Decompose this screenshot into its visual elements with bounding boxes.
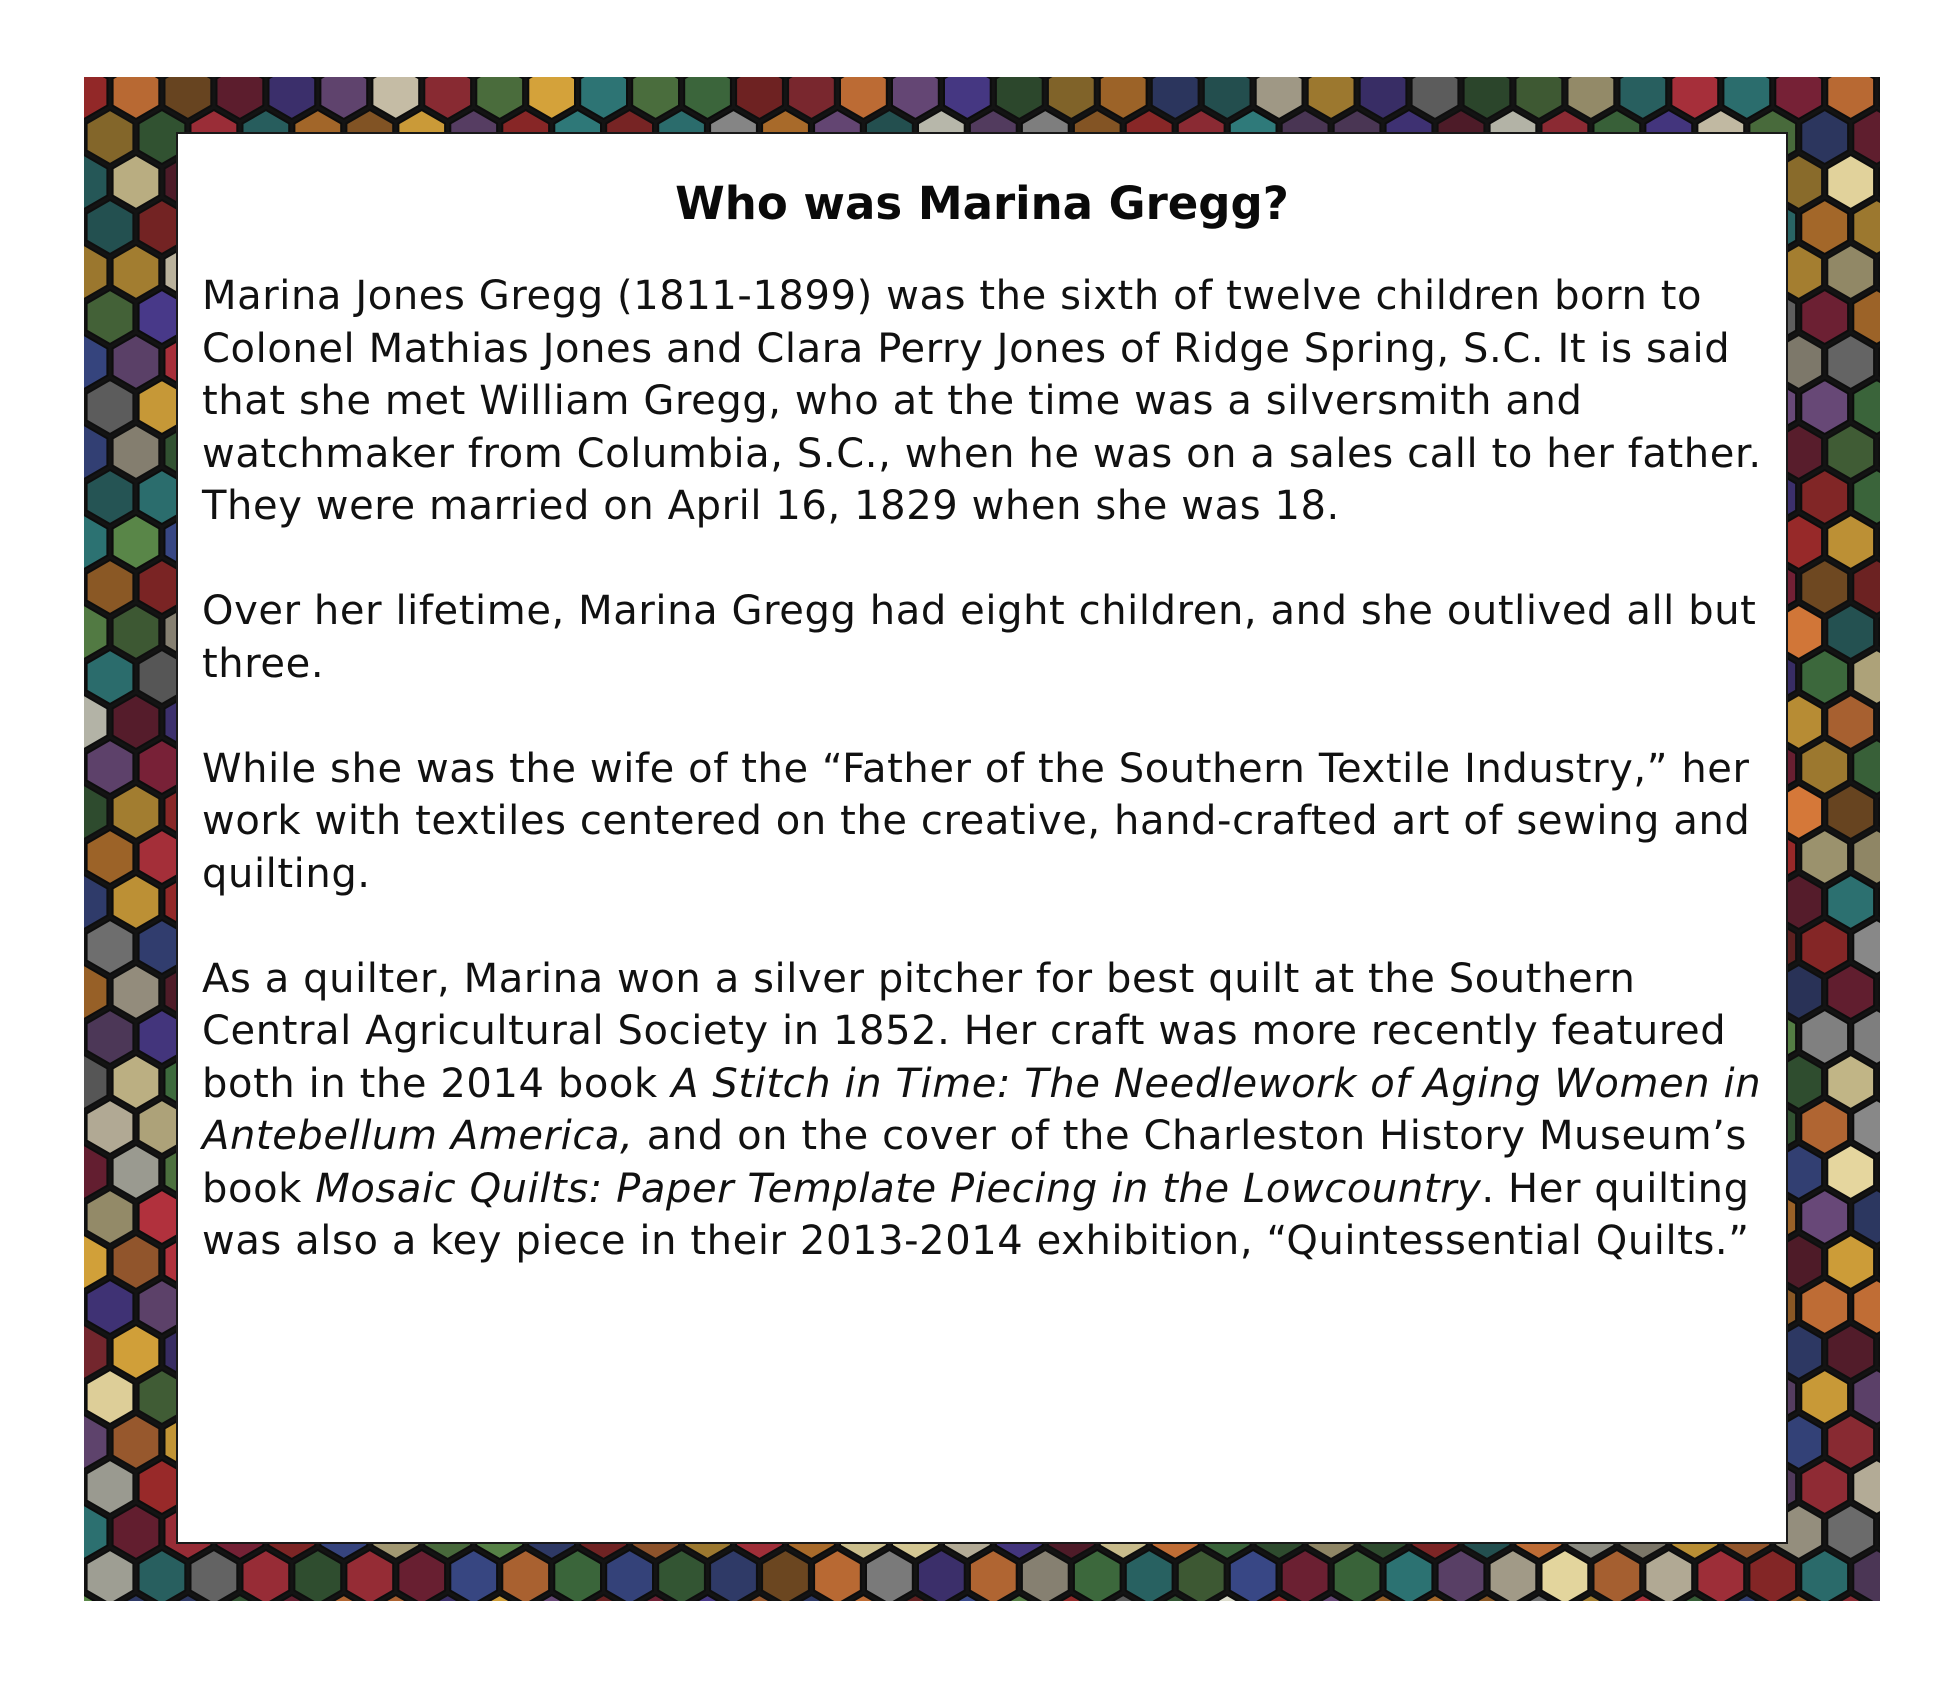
quilt-hexagon — [736, 77, 783, 119]
quilt-hexagon — [1827, 425, 1874, 479]
quilt-hexagon — [1827, 1415, 1874, 1469]
quilt-hexagon — [243, 1550, 290, 1601]
quilt-hexagon — [1801, 1370, 1848, 1424]
quilt-hexagon — [1853, 560, 1880, 614]
quilt-hexagon — [84, 245, 107, 299]
quilt-hexagon — [1178, 1550, 1225, 1601]
quilt-hexagon — [1490, 1550, 1537, 1601]
quilt-hexagon — [113, 425, 160, 479]
quilt-hexagon — [84, 1415, 107, 1469]
quilt-hexagon — [1723, 77, 1770, 119]
quilt-hexagon — [1230, 1550, 1277, 1601]
quilt-hexagon — [1801, 920, 1848, 974]
quilt-hexagon — [1853, 650, 1880, 704]
quilt-hexagon — [1801, 1280, 1848, 1334]
quilt-hexagon — [476, 77, 523, 119]
quilt-hexagon — [1827, 245, 1874, 299]
quilt-hexagon — [1801, 650, 1848, 704]
paragraph-textiles: While she was the wife of the “Father of the Southern Textile Industry,” her work with textiles centered on the creative, hand-crafted art of sewing and quilting. — [202, 745, 1751, 897]
quilt-hexagon — [372, 77, 419, 119]
book-title-mosaic-quilts: Mosaic Quilts: Paper Template Piecing in the Lowcountry — [315, 1165, 1482, 1212]
quilt-hexagon — [1853, 920, 1880, 974]
quilt-hexagon — [87, 1370, 134, 1424]
quilt-hexagon — [1801, 1100, 1848, 1154]
quilt-hexagon — [1801, 200, 1848, 254]
quilt-hexagon — [788, 77, 835, 119]
quilt-hexagon — [1074, 1550, 1121, 1601]
paragraph-biography: Marina Jones Gregg (1811-1899) was the sixth of twelve children born to Colonel Mathias Jones and Clara Perry Jones of Ridge Spring, S.C. It is said that she met William Gregg, who at the time was a silversmith and watchmaker from Columbia, S.C., when he was on a sales call to her father. They were married on April 16, 1829 when she was 18. — [202, 273, 1762, 529]
quilt-hexagon — [450, 1550, 497, 1601]
quilt-hexagon — [1671, 77, 1718, 119]
quilt-hexagon — [87, 650, 134, 704]
quilt-hexagon — [87, 1190, 134, 1244]
quilt-hexagon — [1645, 1550, 1692, 1601]
quilt-hexagon — [398, 1550, 445, 1601]
quilt-hexagon — [944, 77, 991, 119]
quilt-hexagon — [84, 965, 107, 1019]
quilt-hexagon — [1568, 77, 1615, 119]
quilt-hexagon — [1594, 1550, 1641, 1601]
quilt-hexagon — [1801, 380, 1848, 434]
quilt-hexagon — [84, 785, 107, 839]
quilt-hexagon — [113, 785, 160, 839]
quilt-hexagon — [1827, 785, 1874, 839]
quilt-hexagon — [996, 77, 1043, 119]
quilt-hexagon — [269, 77, 316, 119]
quilt-hexagon — [1801, 1010, 1848, 1064]
quilt-hexagon — [1853, 1460, 1880, 1514]
quilt-hexagon — [424, 77, 471, 119]
quilt-hexagon — [502, 1550, 549, 1601]
quilt-hexagon — [1827, 1505, 1874, 1559]
quilt-hexagon — [113, 245, 160, 299]
quilt-hexagon — [139, 1550, 186, 1601]
quilt-hexagon — [87, 920, 134, 974]
quilt-hexagon — [1801, 290, 1848, 344]
quilt-hexagon — [1749, 1550, 1796, 1601]
quilt-hexagon — [84, 515, 107, 569]
quilt-hexagon — [1827, 965, 1874, 1019]
quilt-hexagon — [1827, 1235, 1874, 1289]
quilt-hexagon — [1801, 560, 1848, 614]
quilt-hexagon — [1853, 1370, 1880, 1424]
quilt-hexagon — [1853, 830, 1880, 884]
quilt-hexagon — [84, 875, 107, 929]
quilt-hexagon — [1022, 1550, 1069, 1601]
quilt-hexagon — [1827, 605, 1874, 659]
quilt-hexagon — [1827, 1055, 1874, 1109]
quilt-hexagon — [1827, 1145, 1874, 1199]
quilt-hexagon — [1100, 77, 1147, 119]
quilt-hexagon — [918, 1550, 965, 1601]
quilt-hexagon — [346, 1550, 393, 1601]
quilt-hexagon — [1801, 1460, 1848, 1514]
quilt-hexagon — [113, 1055, 160, 1109]
quilt-hexagon — [1308, 77, 1355, 119]
quilt-hexagon — [1256, 77, 1303, 119]
quilt-hexagon — [632, 77, 679, 119]
quilt-hexagon — [1412, 77, 1459, 119]
quilt-hexagon — [113, 1325, 160, 1379]
content-card — [176, 132, 1788, 1544]
page-title: Who was Marina Gregg? — [675, 177, 1289, 230]
quilt-hexagon — [1853, 740, 1880, 794]
quilt-hexagon — [84, 1325, 107, 1379]
quilt-hexagon — [1853, 1100, 1880, 1154]
quilt-hexagon — [113, 1415, 160, 1469]
quilt-hexagon — [1827, 335, 1874, 389]
quilt-hexagon — [1827, 515, 1874, 569]
quilt-hexagon — [1516, 77, 1563, 119]
quilt-hexagon — [1801, 470, 1848, 524]
quilt-hexagon — [554, 1550, 601, 1601]
quilt-hexagon — [1853, 200, 1880, 254]
quilt-hexagon — [87, 1280, 134, 1334]
quilt-hexagon — [113, 515, 160, 569]
quilt-hexagon — [87, 290, 134, 344]
quilt-hexagon — [1853, 1190, 1880, 1244]
quilt-hexagon — [87, 1010, 134, 1064]
quilt-hexagon — [814, 1550, 861, 1601]
quilt-hexagon — [1048, 77, 1095, 119]
quilt-hexagon — [1853, 380, 1880, 434]
quilt-hexagon — [684, 77, 731, 119]
quilt-hexagon — [866, 1550, 913, 1601]
quilt-hexagon — [1801, 740, 1848, 794]
quilt-hexagon — [1204, 77, 1251, 119]
quilt-hexagon — [606, 1550, 653, 1601]
quilt-hexagon — [87, 740, 134, 794]
quilt-hexagon — [165, 77, 212, 119]
quilt-hexagon — [1853, 470, 1880, 524]
quilt-hexagon — [84, 155, 107, 209]
paragraph-children: Over her lifetime, Marina Gregg had eight children, and she outlived all but three. — [202, 588, 1757, 687]
quilt-hexagon — [1827, 695, 1874, 749]
quilt-hexagon — [84, 1145, 107, 1199]
quilt-hexagon — [87, 830, 134, 884]
quilting-text-3: . Her quilting was also a key piece in their 2013-2014 exhibition, “Quintessential Quilts.” — [202, 1165, 1750, 1264]
quilt-hexagon — [1775, 77, 1822, 119]
quilt-hexagon — [84, 1055, 107, 1109]
quilt-hexagon — [87, 110, 134, 164]
quilt-hexagon — [113, 1505, 160, 1559]
quilt-hexagon — [113, 77, 160, 119]
quilting-text-2: and on the cover of the Charleston History Museum’s book — [202, 1113, 1747, 1212]
quilt-hexagon — [1152, 77, 1199, 119]
quilt-hexagon — [84, 1235, 107, 1289]
quilt-hexagon — [1801, 1550, 1848, 1601]
article-body — [202, 270, 1766, 1320]
quilt-hexagon — [113, 155, 160, 209]
quilt-hexagon — [294, 1550, 341, 1601]
quilt-hexagon — [84, 605, 107, 659]
quilt-hexagon — [1827, 875, 1874, 929]
quilt-hexagon — [1827, 155, 1874, 209]
quilt-hexagon — [113, 695, 160, 749]
quilt-hexagon — [1360, 77, 1407, 119]
quilt-hexagon — [87, 1460, 134, 1514]
quilt-hexagon — [1282, 1550, 1329, 1601]
quilt-hexagon — [1464, 77, 1511, 119]
quilt-hexagon — [892, 77, 939, 119]
quilt-hexagon — [87, 200, 134, 254]
quilt-hexagon — [84, 695, 107, 749]
quilt-hexagon — [1853, 1010, 1880, 1064]
quilt-hexagon — [217, 77, 264, 119]
quilt-hexagon — [84, 335, 107, 389]
quilt-hexagon — [710, 1550, 757, 1601]
quilt-hexagon — [87, 1550, 134, 1601]
quilt-hexagon — [113, 1145, 160, 1199]
quilt-hexagon — [84, 425, 107, 479]
quilt-hexagon — [1801, 1190, 1848, 1244]
quilt-hexagon — [113, 335, 160, 389]
quilt-hexagon — [113, 605, 160, 659]
quilt-hexagon — [1801, 830, 1848, 884]
quilting-text-1: As a quilter, Marina won a silver pitcher for best quilt at the Southern Central Agricultural Society in 1852. Her craft was more recently featured both in the 2014 book — [202, 955, 1727, 1107]
quilt-hexagon — [87, 1100, 134, 1154]
quilt-hexagon — [113, 965, 160, 1019]
quilt-hexagon — [1620, 77, 1667, 119]
quilt-hexagon — [970, 1550, 1017, 1601]
paragraph-quilting — [202, 953, 1766, 1268]
quilt-hexagon — [1853, 110, 1880, 164]
quilt-hexagon — [580, 77, 627, 119]
quilt-hexagon — [1853, 1280, 1880, 1334]
quilt-hexagon — [840, 77, 887, 119]
quilt-hexagon — [1697, 1550, 1744, 1601]
quilt-hexagon — [113, 1235, 160, 1289]
quilt-hexagon — [1438, 1550, 1485, 1601]
quilt-hexagon — [658, 1550, 705, 1601]
quilt-hexagon — [84, 1505, 107, 1559]
quilt-hexagon — [1542, 1550, 1589, 1601]
book-title-stitch-in-time: A Stitch in Time: The Needlework of Aging Women in Antebellum America, — [202, 1060, 1762, 1159]
quilt-hexagon — [1334, 1550, 1381, 1601]
quilt-hexagon — [87, 470, 134, 524]
quilt-hexagon — [1386, 1550, 1433, 1601]
quilt-hexagon — [191, 1550, 238, 1601]
quilt-hexagon — [528, 77, 575, 119]
quilt-hexagon — [762, 1550, 809, 1601]
quilt-hexagon — [1827, 1325, 1874, 1379]
quilt-hexagon — [1126, 1550, 1173, 1601]
quilt-hexagon — [113, 875, 160, 929]
quilt-hexagon — [1827, 77, 1874, 119]
quilt-hexagon — [1801, 110, 1848, 164]
quilt-hexagon — [87, 380, 134, 434]
quilt-hexagon — [1853, 290, 1880, 344]
quilt-hexagon — [320, 77, 367, 119]
quilt-hexagon — [1853, 1550, 1880, 1601]
quilt-hexagon — [87, 560, 134, 614]
